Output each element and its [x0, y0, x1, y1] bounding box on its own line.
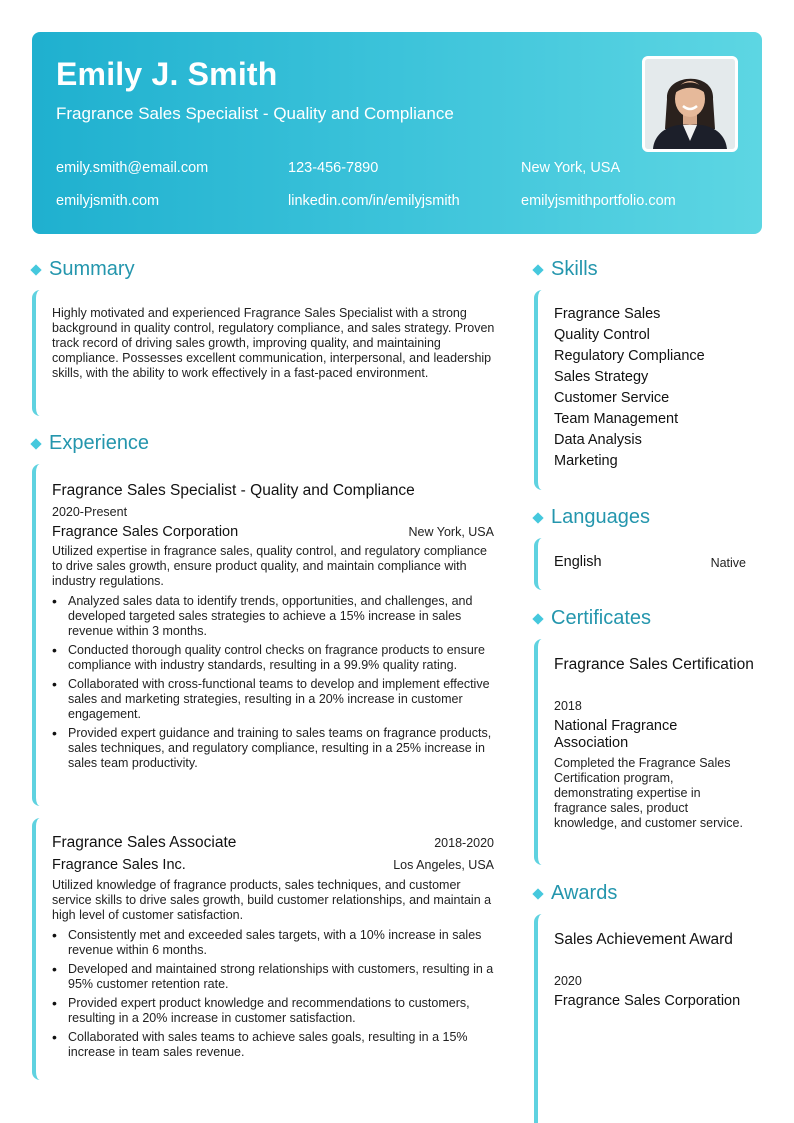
certificate-title: Fragrance Sales Certification	[554, 656, 754, 673]
experience-item	[32, 818, 500, 1080]
diamond-icon	[30, 264, 41, 275]
diamond-icon	[532, 613, 543, 624]
skill-item: Data Analysis	[554, 432, 642, 448]
skill-item: Regulatory Compliance	[554, 348, 705, 364]
award-year: 2020	[554, 974, 582, 988]
job-title: Fragrance Sales Specialist - Quality and Compliance	[52, 482, 415, 499]
award-org: Fragrance Sales Corporation	[554, 993, 741, 1009]
diamond-icon	[532, 888, 543, 899]
diamond-icon	[532, 264, 543, 275]
experience-heading	[31, 432, 149, 455]
summary-text: Highly motivated and experienced Fragrance Sales Specialist with a strong background in quality control, regulatory compliance, and sales strategy. Proven track record of driving sales growth, improving quality, and maintaining compliance. Possesses excellent communication, interpersonal, and leadership skills, with the ability to work effectively in a fast-paced environment.	[52, 306, 495, 380]
candidate-title: Fragrance Sales Specialist - Quality and Compliance	[56, 104, 454, 123]
certificates-heading	[533, 607, 651, 630]
summary-panel	[32, 290, 500, 416]
achievement-item: • Provided expert guidance and training to sales teams on fragrance products, sales techniques, and regulatory compliance, resulting in a 25% increase in sales team productivity.	[52, 726, 496, 771]
achievement-item: • Collaborated with sales teams to achieve sales goals, resulting in a 15% increase in team sales revenue.	[52, 1030, 496, 1060]
skill-item: Quality Control	[554, 327, 650, 343]
skill-item: Customer Service	[554, 390, 670, 406]
candidate-name: Emily J. Smith	[56, 56, 278, 92]
diamond-icon	[532, 512, 543, 523]
languages-heading-text: Languages	[551, 506, 650, 528]
certificate-description: Completed the Fragrance Sales Certification program, demonstrating expertise in fragrance sales, product knowledge, and customer service.	[554, 756, 743, 830]
certificate-org: National Fragrance Association	[554, 718, 678, 751]
certificate-item	[534, 639, 760, 865]
contact-phone[interactable]: 123-456-7890	[288, 160, 379, 176]
contact-website[interactable]: emilyjsmith.com	[56, 193, 160, 209]
language-name: English	[554, 554, 602, 570]
awards-heading	[533, 882, 617, 905]
contact-email[interactable]: emily.smith@email.com	[56, 160, 209, 176]
job-description: Utilized knowledge of fragrance products, sales techniques, and customer service skills to drive sales growth, build customer relationships, and maintain a high level of customer satisfaction.	[52, 878, 492, 922]
job-company: Fragrance Sales Inc.	[52, 857, 186, 873]
experience-item	[32, 464, 500, 806]
language-level: Native	[710, 556, 746, 570]
skill-item: Fragrance Sales	[554, 306, 661, 322]
languages-panel	[534, 538, 760, 590]
skills-heading-text: Skills	[551, 258, 598, 280]
summary-heading-text: Summary	[49, 258, 135, 280]
job-achievements	[52, 594, 496, 775]
achievement-item: • Consistently met and exceeded sales targets, with a 10% increase in sales revenue within 6 months.	[52, 928, 496, 958]
achievement-item: • Analyzed sales data to identify trends, opportunities, and challenges, and developed targeted sales strategies to achieve a 15% increase in sales revenue within 3 months.	[52, 594, 496, 639]
award-title: Sales Achievement Award	[554, 931, 733, 948]
profile-photo-illustration	[645, 59, 735, 149]
skills-panel	[534, 290, 760, 490]
awards-heading-text: Awards	[551, 882, 618, 904]
experience-heading-text: Experience	[49, 432, 150, 454]
certificate-year: 2018	[554, 699, 582, 713]
languages-heading	[533, 506, 650, 529]
job-description: Utilized expertise in fragrance sales, quality control, and regulatory compliance to drive sales growth, ensure product quality, and maintain compliance with industry regulations.	[52, 544, 487, 588]
resume-header	[32, 32, 762, 234]
job-achievements	[52, 928, 496, 1064]
certificates-heading-text: Certificates	[551, 607, 652, 629]
job-company: Fragrance Sales Corporation	[52, 524, 239, 540]
job-location: Los Angeles, USA	[393, 858, 494, 872]
job-location: New York, USA	[408, 525, 494, 539]
summary-heading	[31, 258, 135, 281]
achievement-item: • Conducted thorough quality control checks on fragrance products to ensure compliance with industry standards, resulting in a 99.9% quality rating.	[52, 643, 496, 673]
diamond-icon	[30, 438, 41, 449]
skill-item: Marketing	[554, 453, 618, 469]
job-dates: 2020-Present	[52, 505, 128, 519]
award-item	[534, 914, 760, 1123]
contact-portfolio[interactable]: emilyjsmithportfolio.com	[521, 193, 676, 209]
achievement-item: • Developed and maintained strong relationships with customers, resulting in a 95% customer retention rate.	[52, 962, 496, 992]
contact-linkedin[interactable]: linkedin.com/in/emilyjsmith	[288, 193, 460, 209]
achievement-item: • Provided expert product knowledge and recommendations to customers, resulting in a 20% increase in customer satisfaction.	[52, 996, 496, 1026]
achievement-item: • Collaborated with cross-functional teams to develop and implement effective sales and marketing strategies, resulting in a 20% increase in customer engagement.	[52, 677, 496, 722]
skill-item: Sales Strategy	[554, 369, 649, 385]
skill-item: Team Management	[554, 411, 679, 427]
profile-photo	[642, 56, 738, 152]
contact-location: New York, USA	[521, 160, 621, 176]
job-dates: 2018-2020	[434, 836, 494, 850]
skills-heading	[533, 258, 598, 281]
job-title: Fragrance Sales Associate	[52, 834, 237, 851]
